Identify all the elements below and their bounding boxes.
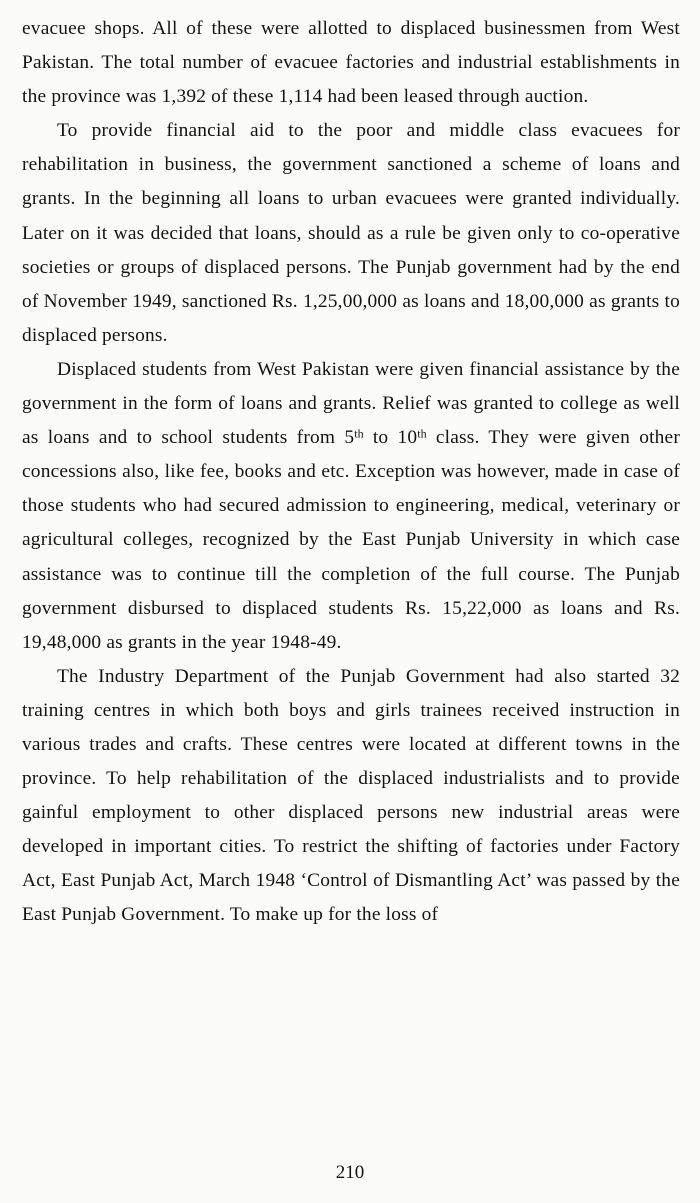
paragraph-financial-aid: To provide financial aid to the poor and middle class evacuees for rehabilitation in business, the government sanctioned a scheme of loans and grants. In the beginning all loans to urban evacuees were granted individually. Later on it was decided that loans, should as a rule be given only to co-operative societies or groups of displaced persons. The Punjab government had by the end of November 1949, sanctioned Rs. 1,25,00,000 as loans and 18,00,000 as grants to displaced persons. — [22, 120, 680, 346]
displaced-students-text-segment-3: class. They were given other concessions also, like fee, books and etc. Exception was however, made in case of those students who had secured admission to engineering, medical, veterinary or agricultural colleges, recognized by the East Punjab University in which case assistance was to continue till the completion of the full course. The Punjab government disbursed to displaced students Rs. 15,22,000 as loans and Rs. 19,48,000 as grants in the year 1948-49. — [22, 427, 681, 653]
ordinal-suffix-tenth: th — [417, 426, 427, 441]
paragraph-industry-department: The Industry Department of the Punjab Government had also started 32 training centres in which both boys and girls trainees received instruction in various trades and crafts. These centres were located at different towns in the province. To help rehabilitation of the displaced industrialists and to provide gainful employment to other displaced persons new industrial areas were developed in important cities. To restrict the shifting of factories under Factory Act, East Punjab Act, March 1948 ‘Control of Dismantling Act’ was passed by the East Punjab Government. To make up for the loss of — [22, 665, 680, 926]
page-number: 210 — [335, 1162, 365, 1183]
displaced-students-text-segment-1: Displaced students from West Pakistan were given financial assistance by the government in the form of loans and grants. Relief was granted to college as well as loans and to school students from 5 — [22, 358, 680, 449]
ordinal-suffix-fifth: th — [354, 426, 364, 441]
displaced-students-text-segment-2: to 10 — [363, 427, 418, 449]
page-text-body — [22, 12, 680, 933]
paragraph-displaced-students — [22, 353, 680, 660]
paragraph-evacuee-shops: evacuee shops. All of these were allotted to displaced businessmen from West Pakistan. The total number of evacuee factories and industrial establishments in the province was 1,392 of these 1,114 had been leased through auction. — [22, 18, 680, 108]
